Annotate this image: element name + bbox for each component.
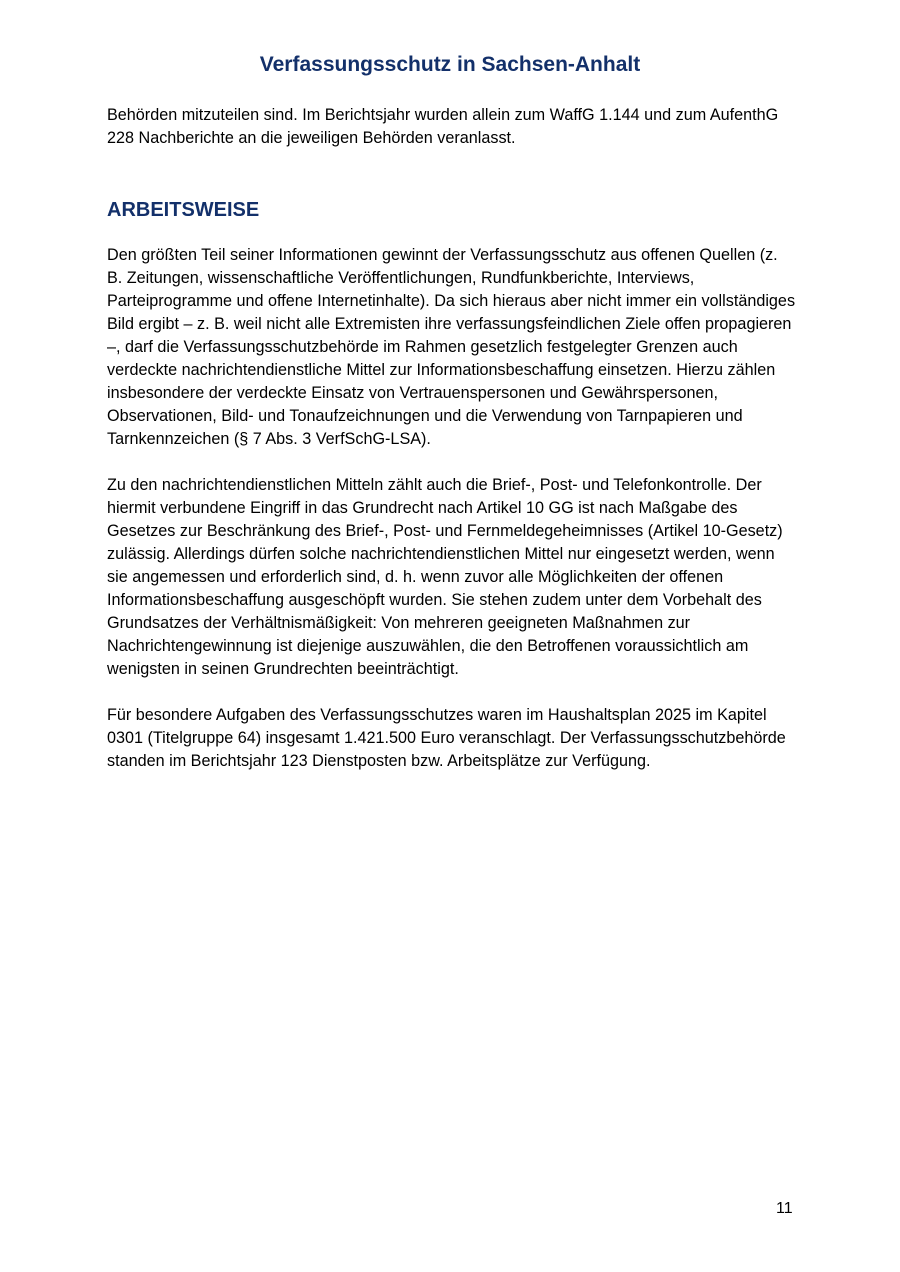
intro-paragraph: Behörden mitzuteilen sind. Im Berichtsjahr wurden allein zum WaffG 1.144 und zum AufenthG 228 Nachberichte an die jeweiligen Behörden veranlasst. [107, 106, 779, 147]
section-heading: ARBEITSWEISE [107, 199, 260, 221]
body-paragraph-3: Für besondere Aufgaben des Verfassungsschutzes waren im Haushaltsplan 2025 im Kapitel 0301 (Titelgruppe 64) insgesamt 1.421.500 Euro veranschlagt. Der Verfassungsschutzbehörde standen im Berichtsjahr 123 Dienstposten bzw. Arbeitsplätze zur Verfügung. [107, 706, 786, 770]
running-header-title: Verfassungsschutz in Sachsen-Anhalt [259, 53, 641, 76]
body-paragraph-2: Zu den nachrichtendienstlichen Mitteln zählt auch die Brief-, Post- und Telefonkontrolle. Der hiermit verbundene Eingriff in das Grundrecht nach Artikel 10 GG ist nach Maßgabe des Gesetzes zur Beschränkung des Brief-, Post- und Fernmeldegeheimnisses (Artikel 10-Gesetz) zulässig. Allerdings dürfen solche nachrichtendienstlichen Mittel nur eingesetzt werden, wenn sie angemessen und erforderlich sind, d. h. wenn zuvor alle Möglichkeiten der offenen Informationsbeschaffung ausgeschöpft wurden. Sie stehen zudem unter dem Vorbehalt des Grundsatzes der Verhältnismäßigkeit: Von mehreren geeigneten Maßnahmen zur Nachrichtengewinnung ist diejenige auszuwählen, die den Betroffenen voraussichtlich am wenigsten in seinen Grundrechten beeinträchtigt. [107, 476, 783, 678]
page-content [107, 104, 797, 773]
body-paragraph-1: Den größten Teil seiner Informationen gewinnt der Verfassungsschutz aus offenen Quellen (z. B. Zeitungen, wissenschaftliche Veröffentlichungen, Rundfunkberichte, Interviews, Parteiprogramme und offene Internetinhalte). Da sich hieraus aber nicht immer ein vollständiges Bild ergibt – z. B. weil nicht alle Extremisten ihre verfassungsfeindlichen Ziele offen propagieren –, darf die Verfassungsschutzbehörde im Rahmen gesetzlich festgelegter Grenzen auch verdeckte nachrichtendienstliche Mittel zur Informationsbeschaffung einsetzen. Hierzu zählen insbesondere der verdeckte Einsatz von Vertrauenspersonen und Gewährspersonen, Observationen, Bild- und Tonaufzeichnungen und die Verwendung von Tarnpapieren und Tarnkennzeichen (§ 7 Abs. 3 VerfSchG-LSA). [107, 246, 796, 448]
page-number: 11 [776, 1200, 793, 1217]
